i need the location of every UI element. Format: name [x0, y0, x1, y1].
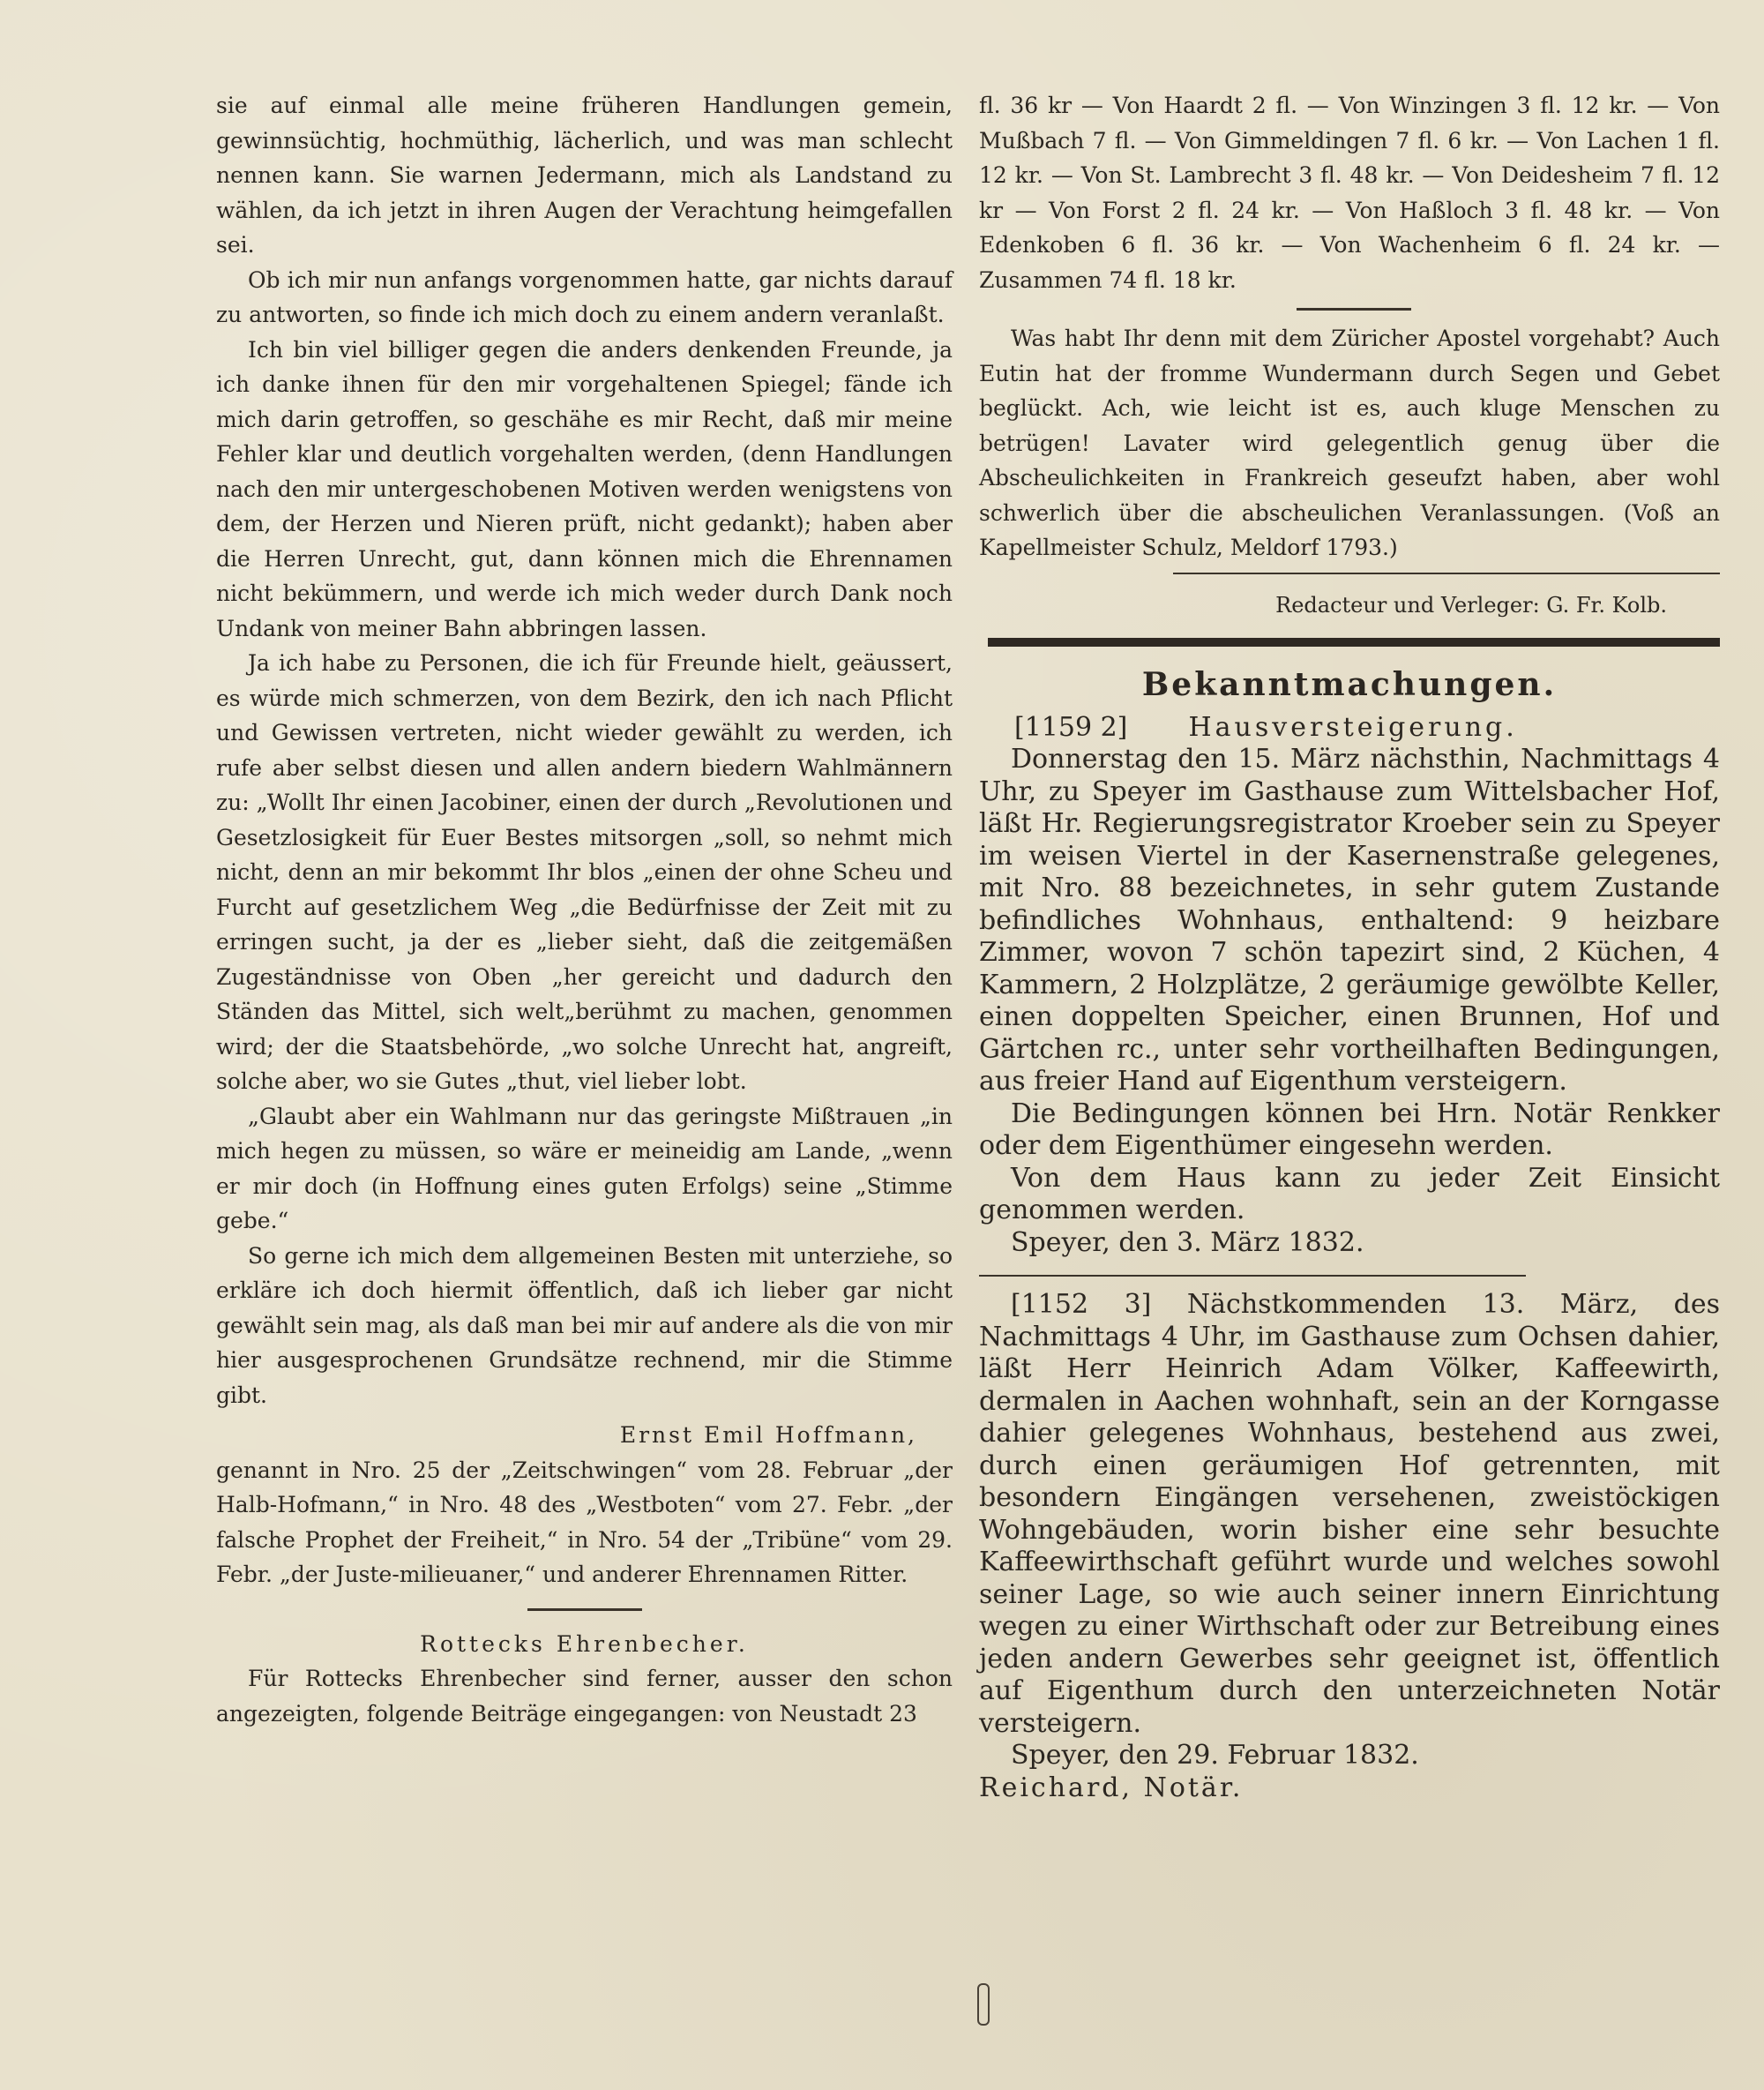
paragraph: Ja ich habe zu Personen, die ich für Freunde hielt, geäussert, es würde mich schmerzen, von dem Bezirk, den ich nach Pflicht und Gewissen vertreten, nicht wieder gewählt zu werden, ich rufe aber selbst diesen und allen andern biedern Wahlmännern zu: „Wollt Ihr einen Jacobiner, einen der durch „Revolutionen und Gesetzlosigkeit für Euer Bestes mitsorgen „soll, so nehmt mich nicht, denn an mir bekommt Ihr blos „einen der ohne Scheu und Furcht auf gesetzlichem Weg „die Bedürfnisse der Zeit mit zu erringen sucht, ja der es „lieber sieht, daß die zeitgemäßen Zugeständnisse von Oben „her gereicht und dadurch den Ständen das Mittel, sich welt„berühmt zu machen, genommen wird; der die Staatsbehörde, „wo solche Unrecht hat, angreift, solche aber, wo sie Gutes „thut, viel lieber lobt.	[216, 650, 953, 1094]
ad-text-conditions: Die Bedingungen können bei Hrn. Notär Renkker oder dem Eigenthümer eingesehn werden.	[979, 1097, 1720, 1161]
ad-date: Speyer, den 3. März 1832.	[1011, 1226, 1364, 1258]
announcement-divider	[979, 1275, 1526, 1277]
paragraph: Ich bin viel billiger gegen die anders denkenden Freunde, ja ich danke ihnen für den mir vorgehaltenen Spiegel; fände ich mich darin getroffen, so geschähe es mir Recht, daß mir meine Fehler klar und deutlich vorgehalten werden, (denn Handlungen nach den mir untergeschobenen Motiven werden wenigstens von dem, der Herzen und Nieren prüft, nicht gedankt); haben aber die Herren Unrecht, gut, dann können mich die Ehrennamen nicht bekümmern, und werde ich mich weder durch Dank noch Undank von meiner Bahn abbringen lassen.	[216, 336, 953, 641]
signature-note: genannt in Nro. 25 der „Zeitschwingen“ vom 28. Februar „der Halb-Hofmann,“ in Nro. 48 des „Westboten“ vom 27. Febr. „der falsche Prophet der Freiheit,“ in Nro. 54 der „Tribüne“ vom 29. Febr. „der Juste-milieuaner,“ und anderer Ehrennamen Ritter.	[216, 1457, 953, 1587]
contributions-list: fl. 36 kr — Von Haardt 2 fl. — Von Winzingen 3 fl. 12 kr. — Von Mußbach 7 fl. — Von Gimmeldingen 7 fl. 6 kr. — Von Lachen 1 fl. 12 kr. — Von St. Lambrecht 3 fl. 48 kr. — Von Deidesheim 7 fl. 12 kr — Von Forst 2 fl. 24 kr. — Von Haßloch 3 fl. 48 kr. — Von Edenkoben 6 fl. 36 kr. — Von Wachenheim 6 fl. 24 kr. — Zusammen 74 fl. 18 kr.	[979, 93, 1720, 293]
notary-signature: Reichard, Notär.	[979, 1772, 1244, 1803]
left-column	[216, 88, 953, 1731]
ad-text: Donnerstag den 15. März nächsthin, Nachmittags 4 Uhr, zu Speyer im Gasthause zum Wittelsbacher Hof, läßt Hr. Regierungsregistrator Kroeber sein zu Speyer im weisen Viertel in der Kasernenstraße gelegenes, mit Nro. 88 bezeichnetes, in sehr gutem Zustande befindliches Wohnhaus, enthaltend: 9 heizbare Zimmer, wovon 7 schön tapezirt sind, 2 Küchen, 4 Kammern, 2 Holzplätze, 2 geräumige gewölbte Keller, einen doppelten Speicher, einen Brunnen, Hof und Gärtchen rc., unter sehr vortheilhaften Bedingungen, aus freier Hand auf Eigenthum versteigern.	[979, 744, 1720, 1097]
ad-number: [1159 2]	[1014, 711, 1128, 743]
voss-quote: Was habt Ihr denn mit dem Züricher Apostel vorgehabt? Auch Eutin hat der fromme Wundermann durch Segen und Gebet beglückt. Ach, wie leicht ist es, auch kluge Menschen zu betrügen! Lavater wird gelegentlich genug über die Abscheulichkeiten in Frankreich geseufzt haben, aber wohl schwerlich über die abscheulichen Veranlassungen. (Voß an Kapellmeister Schulz, Meldorf 1793.)	[979, 326, 1720, 560]
paragraph: „Glaubt aber ein Wahlmann nur das geringste Mißtrauen „in mich hegen zu müssen, so wäre er meineidig am Lande, „wenn er mir doch (in Hoffnung eines guten Erfolgs) seine „Stimme gebe.“	[216, 1103, 953, 1233]
ad-number: [1152 3]	[1011, 1289, 1152, 1320]
paragraph: So gerne ich mich dem allgemeinen Besten mit unterziehe, so erkläre ich doch hiermit öffentlich, daß ich lieber gar nicht gewählt sein mag, als daß man bei mir auf andere als die von mir hier ausgesprochenen Grundsätze rechnend, mir die Stimme gibt.	[216, 1242, 953, 1408]
paragraph: Ob ich mir nun anfangs vorgenommen hatte, gar nichts darauf zu antworten, so finde ich mich doch zu einem andern veranlaßt.	[216, 266, 953, 327]
rotteck-heading: Rottecks Ehrenbecher.	[420, 1630, 749, 1657]
ad-title: Hausversteigerung.	[1188, 711, 1518, 743]
author-signature: Ernst Emil Hoffmann,	[619, 1422, 917, 1448]
announcements-rule	[988, 638, 1720, 647]
binding-mark	[977, 1983, 990, 2026]
paragraph: sie auf einmal alle meine früheren Handlungen gemein, gewinnsüchtig, hochmüthig, lächerlich, und was man schlecht nennen kann. Sie warnen Jedermann, mich als Landstand zu wählen, da ich jetzt in ihren Augen der Verachtung heimgefallen sei.	[216, 93, 953, 258]
announcement-korngasse	[979, 1289, 1720, 1804]
ad-text: Nächstkommenden 13. März, des Nachmittags 4 Uhr, im Gasthause zum Ochsen dahier, läßt Herr Heinrich Adam Völker, Kaffeewirth, dermalen in Aachen wohnhaft, sein an der Korngasse dahier gelegenes Wohnhaus, bestehend aus zwei, durch einen geräumigen Hof getrennten, mit besondern Eingängen versehenen, zweistöckigen Wohngebäuden, worin bisher eine sehr besuchte Kaffeewirthschaft geführt wurde und welches sowohl seiner Lage, so wie auch seiner innern Einrichtung wegen zu einer Wirthschaft oder zur Betreibung eines jeden andern Gewerbes sehr geeignet ist, öffentlich auf Eigenthum durch den unterzeichneten Notär versteigern.	[979, 1289, 1720, 1739]
section-divider	[1297, 308, 1411, 311]
editor-credit: Redacteur und Verleger: G. Fr. Kolb.	[1275, 592, 1667, 618]
announcements-heading: Bekanntmachungen.	[1141, 665, 1558, 703]
announcement-house-auction	[979, 712, 1720, 1260]
rotteck-text: Für Rottecks Ehrenbecher sind ferner, ausser den schon angezeigten, folgende Beiträge eingegangen: von Neustadt 23	[216, 1666, 953, 1727]
ad-text-inspection: Von dem Haus kann zu jeder Zeit Einsicht genommen werden.	[979, 1162, 1720, 1225]
ad-date: Speyer, den 29. Februar 1832.	[1011, 1740, 1419, 1771]
editor-rule	[1173, 573, 1720, 574]
section-divider	[527, 1608, 642, 1611]
right-column	[979, 88, 1720, 1804]
